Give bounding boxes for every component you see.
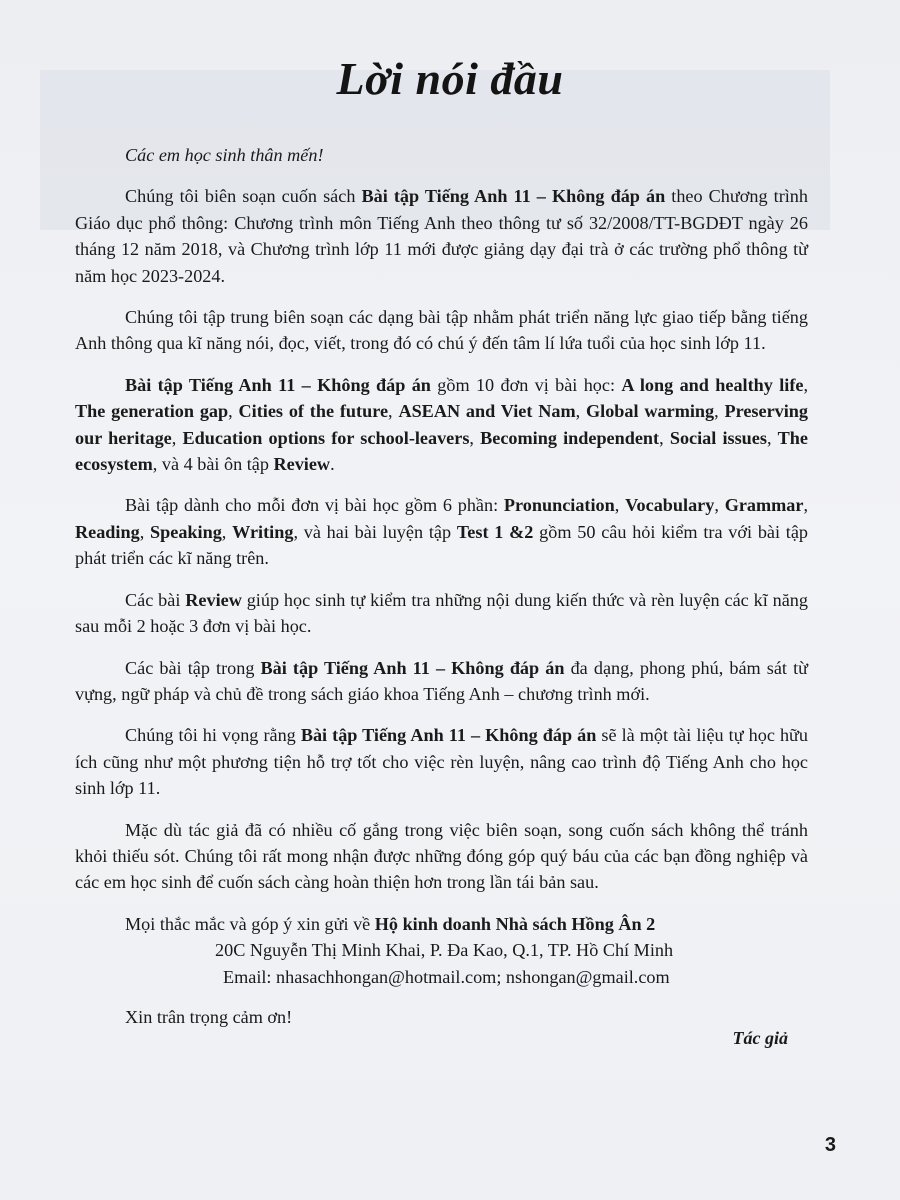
p1-text-1: Chúng tôi biên soạn cuốn sách — [125, 186, 362, 207]
p5-text-1: Các bài — [125, 589, 186, 610]
list-separator: , — [221, 521, 233, 542]
p3-text-3: . — [330, 454, 335, 475]
preface-body — [75, 142, 808, 1045]
p7-text-1: Chúng tôi hi vọng rằng — [125, 725, 301, 746]
unit-name: Social issues — [669, 427, 767, 448]
paragraph-2: Chúng tôi tập trung biên soạn các dạng bài tập nhằm phát triển năng lực giao tiếp bằng tiếng Anh thông qua kĩ năng nói, đọc, viết, trong đó có chú ý đến tâm lí lứa tuổi của học sinh lớp 11. — [75, 307, 808, 354]
list-separator: , — [803, 495, 809, 516]
list-separator: , — [614, 495, 626, 516]
list-separator: , — [228, 401, 239, 422]
list-separator: , — [139, 521, 151, 542]
book-title-bold: Bài tập Tiếng Anh 11 – Không đáp án — [361, 186, 666, 207]
unit-name: Global warming — [586, 401, 715, 422]
unit-name: Preserving our heritage — [75, 401, 809, 448]
paragraph-3 — [75, 372, 808, 478]
contact-text: Mọi thắc mắc và góp ý xin gửi về — [125, 913, 375, 934]
unit-name: Education options for school-leavers — [182, 427, 470, 448]
p3-text-2: , và 4 bài ôn tập — [152, 454, 274, 475]
paragraph-8: Mặc dù tác giả đã có nhiều cố gắng trong việc biên soạn, song cuốn sách không thể tránh khỏi thiếu sót. Chúng tôi rất mong nhận được những đóng góp quý báu của các bạn đồng nghiệp và các em học sinh để cuốn sách càng hoàn thiện hơn trong lần tái bản sau. — [75, 819, 808, 893]
review-bold: Review — [273, 454, 331, 475]
unit-name: The generation gap — [75, 401, 229, 422]
paragraph-7 — [75, 722, 808, 801]
list-separator: , — [388, 401, 399, 422]
p3-text-1: gồm 10 đơn vị bài học: — [430, 374, 622, 395]
part-name: Vocabulary — [625, 495, 715, 516]
book-title-bold: Bài tập Tiếng Anh 11 – Không đáp án — [125, 374, 431, 395]
publisher-email: Email: nhasachhongan@hotmail.com; nshongan@gmail.com — [223, 966, 670, 987]
list-separator: , — [469, 427, 481, 448]
p6-text-1: Các bài tập trong — [125, 657, 261, 678]
page-number: 3 — [824, 1134, 836, 1156]
p6-text-2: đa dạng, phong phú, bám sát từ vựng, ngữ pháp và chủ đề trong sách giáo khoa Tiếng Anh – chương trình mới. — [75, 657, 808, 704]
paragraph-4 — [75, 492, 808, 571]
part-name: Pronunciation — [503, 495, 615, 516]
unit-name: Becoming independent — [480, 427, 660, 448]
unit-name: The ecosystem — [75, 427, 808, 475]
list-separator: , — [803, 374, 808, 395]
unit-name: Cities of the future — [238, 401, 389, 422]
book-title-bold: Bài tập Tiếng Anh 11 – Không đáp án — [300, 725, 597, 746]
unit-name: A long and healthy life — [621, 374, 804, 395]
test-bold: Test 1 &2 — [456, 521, 534, 542]
contact-block — [75, 911, 808, 990]
part-name: Speaking — [150, 521, 222, 542]
list-separator: , — [714, 495, 725, 516]
review-bold: Review — [185, 589, 242, 610]
list-separator: , — [171, 427, 183, 448]
p4-text-3: gồm 50 câu hỏi kiểm tra với bài tập phát triển các kĩ năng trên. — [75, 521, 809, 569]
book-title-bold: Bài tập Tiếng Anh 11 – Không đáp án — [260, 657, 565, 678]
greeting: Các em học sinh thân mến! — [125, 145, 324, 165]
unit-name: ASEAN and Viet Nam — [398, 401, 576, 422]
closing-line: Xin trân trọng cảm ơn! — [125, 1006, 293, 1027]
publisher-address: 20C Nguyễn Thị Minh Khai, P. Đa Kao, Q.1, TP. Hồ Chí Minh — [215, 940, 674, 961]
p4-text-2: , và hai bài luyện tập — [293, 521, 457, 542]
part-name: Grammar — [724, 495, 804, 516]
part-name: Writing — [232, 521, 294, 542]
author-signature: Tác giả — [732, 1028, 788, 1048]
paragraph-5 — [75, 587, 808, 640]
page-title: Lời nói đầu — [336, 53, 564, 104]
p1-text-2: theo Chương trình Giáo dục phổ thông: Chương trình môn Tiếng Anh theo thông tư số 32/2008/TT-BGDĐT ngày 26 tháng 12 năm 2018, và Chương trình lớp 11 mới được giảng dạy đại trà ở các trường phổ thông từ năm học 2023-2024. — [75, 186, 808, 286]
list-separator: , — [714, 401, 725, 422]
list-separator: , — [575, 401, 586, 422]
list-separator: , — [766, 427, 778, 448]
p5-text-2: giúp học sinh tự kiểm tra những nội dung kiến thức và rèn luyện các kĩ năng sau mỗi 2 hoặc 3 đơn vị bài học. — [75, 589, 808, 637]
list-separator: , — [659, 427, 670, 448]
publisher-name: Hộ kinh doanh Nhà sách Hồng Ân 2 — [374, 913, 656, 934]
paragraph-6 — [75, 655, 808, 708]
part-name: Reading — [75, 521, 140, 542]
p7-text-2: sẽ là một tài liệu tự học hữu ích cũng như một phương tiện hỗ trợ tốt cho việc rèn luyện, nâng cao trình độ Tiếng Anh cho học sinh lớp 11. — [75, 725, 808, 799]
paragraph-1 — [75, 183, 808, 289]
p4-text-1: Bài tập dành cho mỗi đơn vị bài học gồm 6 phần: — [125, 495, 504, 516]
